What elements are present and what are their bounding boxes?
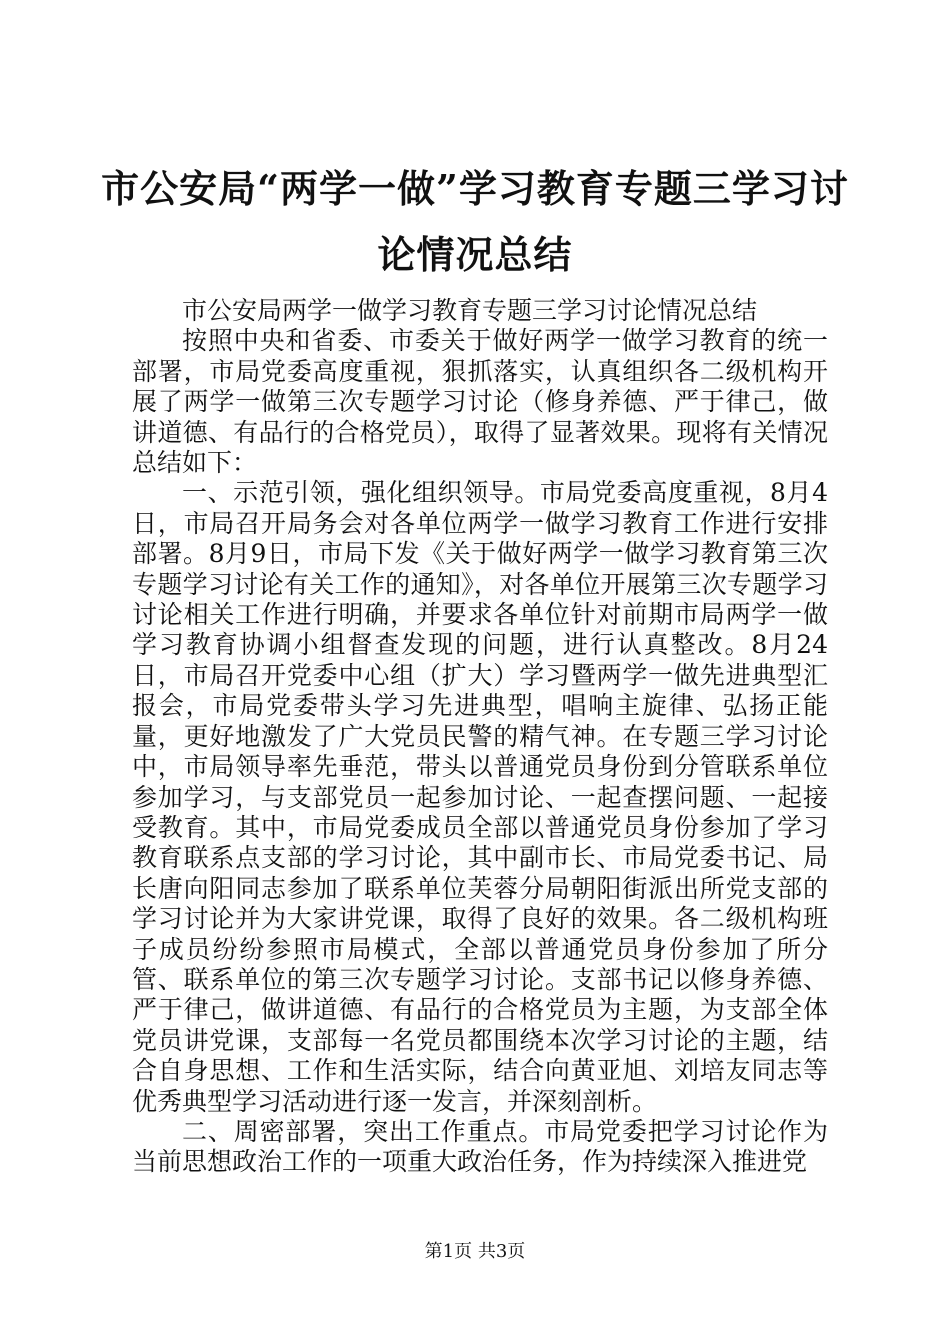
document-title: 市公安局“两学一做”学习教育专题三学习讨论情况总结 xyxy=(101,166,849,277)
section-one-paragraph: 一、示范引领，强化组织领导。市局党委高度重视，8月4日，市局召开局务会对各单位两学一做学习教育工作进行安排部署。8月9日，市局下发《关于做好两学一做学习教育第三次专题学习讨论有关工作的通知》，对各单位开展第三次专题学习讨论相关工作进行明确，并要求各单位针对前期市局两学一做学习教育协调小组督查发现的问题，进行认真整改。8月24日，市局召开党委中心组（扩大）学习暨两学一做先进典型汇报会，市局党委带头学习先进典型，唱响主旋律、弘扬正能量，更好地激发了广大党员民警的精气神。在专题三学习讨论中，市局领导率先垂范，带头以普通党员身份到分管联系单位参加学习，与支部党员一起参加讨论、一起查摆问题、一起接受教育。其中，市局党委成员全部以普通党员身份参加了学习教育联系点支部的学习讨论，其中副市长、市局党委书记、局长唐向阳同志参加了联系单位芙蓉分局朝阳街派出所党支部的学习讨论并为大家讲党课，取得了良好的效果。各二级机构班子成员纷纷参照市局模式，全部以普通党员身份参加了所分管、联系单位的第三次专题学习讨论。支部书记以修身养德、严于律己，做讲道德、有品行的合格党员为主题，为支部全体党员讲党课，支部每一名党员都围绕本次学习讨论的主题，结合自身思想、工作和生活实际，结合向黄亚旭、刘培友同志等优秀典型学习活动进行逐一发言，并深刻剖析。 xyxy=(132,478,828,1116)
subtitle-paragraph: 市公安局两学一做学习教育专题三学习讨论情况总结 xyxy=(182,296,758,325)
intro-paragraph: 按照中央和省委、市委关于做好两学一做学习教育的统一部署，市局党委高度重视，狠抓落实，认真组织各二级机构开展了两学一做第三次专题学习讨论（修身养德、严于律己，做讲道德、有品行的合格党员），取得了显著效果。现将有关情况总结如下： xyxy=(132,326,828,478)
section-two-paragraph: 二、周密部署，突出工作重点。市局党委把学习讨论作为当前思想政治工作的一项重大政治任务，作为持续深入推进党 xyxy=(132,1116,828,1177)
document-body xyxy=(132,296,828,1178)
page-footer: 第1页 共3页 xyxy=(424,1241,526,1262)
